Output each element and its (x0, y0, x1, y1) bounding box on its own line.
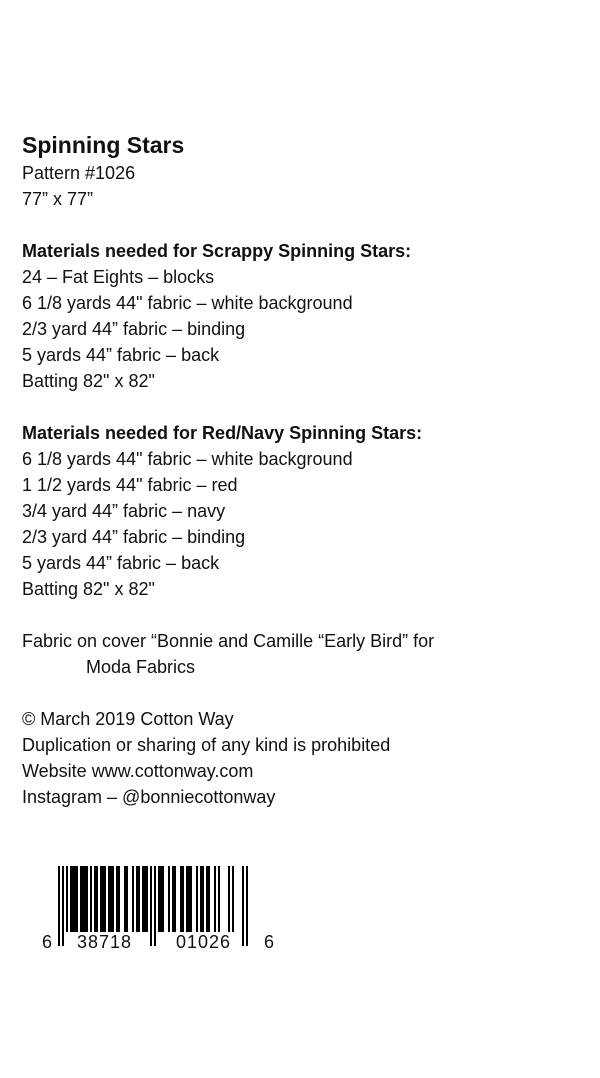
scrappy-material-item: 24 – Fat Eights – blocks (22, 267, 215, 287)
rednavy-materials-heading: Materials needed for Red/Navy Spinning Stars: (22, 423, 423, 443)
barcode-bar (232, 866, 234, 932)
barcode-bar (182, 866, 184, 932)
barcode-bar (218, 866, 220, 932)
barcode-bar (66, 866, 68, 932)
barcode-bar (186, 866, 188, 932)
barcode-bar (74, 866, 76, 932)
scrappy-material-item: 6 1/8 yards 44" fabric – white background (22, 293, 353, 313)
barcode-bar (162, 866, 164, 932)
pattern-info (22, 130, 582, 810)
barcode-bar (246, 866, 248, 946)
barcode-bars (40, 862, 280, 958)
scrappy-material-item: 5 yards 44” fabric – back (22, 345, 220, 365)
barcode-bar (242, 866, 244, 946)
upc-barcode (40, 862, 280, 958)
barcode-group-left: 38718 (77, 932, 133, 952)
barcode-bar (202, 866, 204, 932)
duplication-notice: Duplication or sharing of any kind is prohibited (22, 735, 391, 755)
barcode-bar (102, 866, 104, 932)
barcode-bar (110, 866, 112, 932)
barcode-bar (58, 866, 60, 946)
barcode-bar (70, 866, 72, 932)
barcode-bar (96, 866, 98, 932)
barcode-bar (190, 866, 192, 932)
barcode-bar (150, 866, 152, 946)
rednavy-material-item: 3/4 yard 44” fabric – navy (22, 501, 226, 521)
quilt-size: 77” x 77” (22, 189, 94, 209)
barcode-bar (112, 866, 114, 932)
rednavy-material-item: Batting 82" x 82" (22, 579, 155, 599)
barcode-bar (118, 866, 120, 932)
barcode-bar (82, 866, 84, 932)
barcode-digit-last: 6 (264, 932, 275, 952)
fabric-note (22, 628, 582, 680)
barcode-bar (196, 866, 198, 932)
instagram-text: Instagram – @bonniecottonway (22, 787, 276, 807)
copyright-text: © March 2019 Cotton Way (22, 709, 234, 729)
barcode-bar (154, 866, 156, 946)
barcode-bar (206, 866, 208, 932)
barcode-bar (228, 866, 230, 932)
barcode-bar (146, 866, 148, 932)
barcode-bar (72, 866, 74, 932)
barcode-bar (80, 866, 82, 932)
barcode-bar (62, 866, 64, 946)
barcode-bar (94, 866, 96, 932)
barcode-bar (132, 866, 134, 932)
rednavy-material-item: 2/3 yard 44” fabric – binding (22, 527, 246, 547)
scrappy-material-item: 2/3 yard 44” fabric – binding (22, 319, 246, 339)
barcode-bar (136, 866, 138, 932)
barcode-bar (172, 866, 174, 932)
barcode-bar (84, 866, 86, 932)
rednavy-material-item: 6 1/8 yards 44" fabric – white background (22, 449, 353, 469)
barcode-bar (90, 866, 92, 932)
fabric-note-line: Moda Fabrics (86, 657, 196, 677)
barcode-bar (188, 866, 190, 932)
barcode-bar (208, 866, 210, 932)
footer-info (22, 706, 582, 810)
barcode-bar (124, 866, 126, 932)
barcode-bar (100, 866, 102, 932)
barcode-group-right: 01026 (176, 932, 232, 952)
barcode-bar (86, 866, 88, 932)
barcode-bar (116, 866, 118, 932)
barcode-bar (174, 866, 176, 932)
barcode-bar (160, 866, 162, 932)
barcode-bar (126, 866, 128, 932)
scrappy-materials-section (22, 238, 582, 394)
scrappy-material-item: Batting 82" x 82" (22, 371, 155, 391)
website-text: Website www.cottonway.com (22, 761, 254, 781)
rednavy-material-item: 5 yards 44” fabric – back (22, 553, 220, 573)
barcode-bar (108, 866, 110, 932)
fabric-note-line: Fabric on cover “Bonnie and Camille “Early Bird” for (22, 631, 435, 651)
barcode-bar (158, 866, 160, 932)
barcode-bar (214, 866, 216, 932)
barcode-bar (144, 866, 146, 932)
barcode-bar (142, 866, 144, 932)
barcode-bar (200, 866, 202, 932)
barcode-bar (76, 866, 78, 932)
barcode-bar (180, 866, 182, 932)
barcode-bar (168, 866, 170, 932)
barcode-bar (104, 866, 106, 932)
barcode-digit-first: 6 (42, 932, 53, 952)
rednavy-materials-section (22, 420, 582, 602)
pattern-number: Pattern #1026 (22, 163, 136, 183)
barcode-bar (138, 866, 140, 932)
rednavy-material-item: 1 1/2 yards 44" fabric – red (22, 475, 238, 495)
scrappy-materials-heading: Materials needed for Scrappy Spinning Stars: (22, 241, 412, 261)
pattern-title: Spinning Stars (22, 132, 185, 158)
